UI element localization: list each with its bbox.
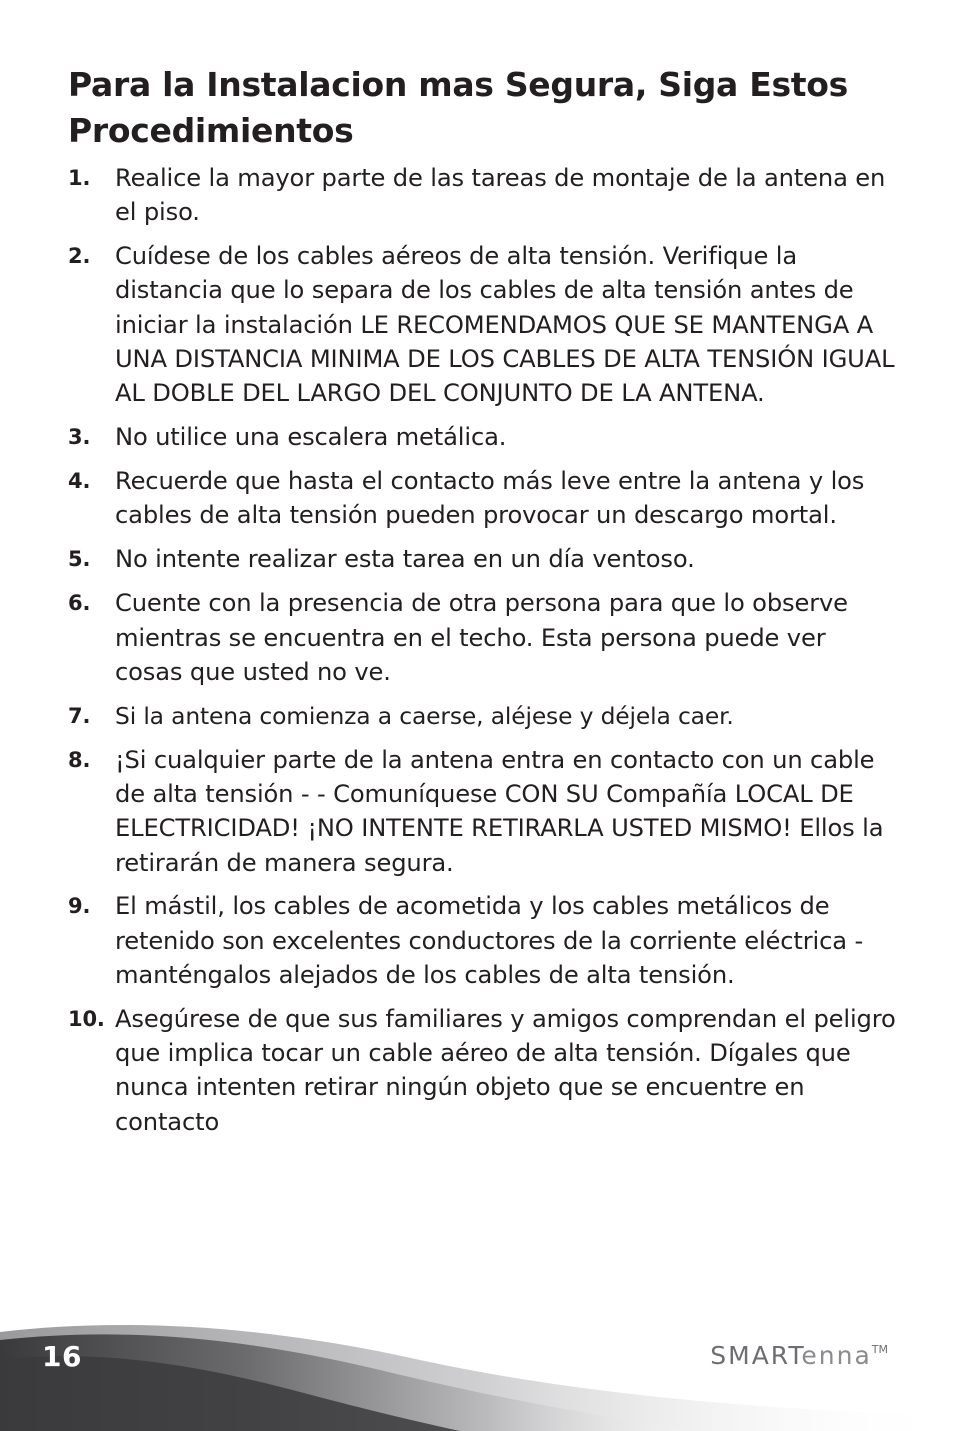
item-text: Si la antena comienza a caerse, aléjese y déjela caer. — [115, 701, 734, 730]
item-text: Cuente con la presencia de otra persona para que lo observe mientras se encuentra en el techo. Esta persona puede ver cosas que usted no ve. — [115, 589, 848, 686]
item-number: 10. — [68, 1006, 105, 1031]
item-number: 5. — [68, 547, 91, 572]
trademark-mark: TM — [871, 1343, 888, 1356]
list-item — [68, 239, 898, 410]
item-number: 2. — [68, 244, 91, 269]
item-number: 7. — [68, 703, 91, 728]
item-text: Recuerde que hasta el contacto más leve entre la antena y los cables de alta tensión pueden provocar un descargo mortal. — [115, 467, 865, 530]
list-item — [68, 743, 898, 880]
footer-swoosh-graphic — [0, 1320, 954, 1431]
list-item — [68, 1002, 898, 1139]
item-text: No intente realizar esta tarea en un día ventoso. — [115, 545, 695, 574]
list-item — [68, 586, 898, 689]
item-text: ¡Si cualquier parte de la antena entra en contacto con un cable de alta tensión - - Comuníquese CON SU Compañía LOCAL DE ELECTRICIDAD! ¡NO INTENTE RETIRARLA USTED MISMO! Ellos la retirarán de manera segura. — [115, 745, 884, 877]
list-item — [68, 420, 898, 454]
item-text: El mástil, los cables de acometida y los cables metálicos de retenido son excelentes conductores de la corriente eléctrica - manténgalos alejados de los cables de alta tensión. — [115, 892, 864, 989]
item-number: 9. — [68, 894, 91, 919]
item-number: 6. — [68, 591, 91, 616]
item-number: 1. — [68, 166, 91, 190]
list-item — [68, 889, 898, 992]
item-number: 8. — [68, 747, 91, 772]
page-title: Para la Instalacion mas Segura, Siga Estos Procedimientos — [68, 65, 848, 150]
item-number: 4. — [68, 469, 91, 494]
item-text: No utilice una escalera metálica. — [115, 423, 507, 452]
brand-name-bold: SMART — [710, 1341, 802, 1370]
page-number: 16 — [42, 1340, 82, 1373]
list-item — [68, 699, 898, 733]
brand-name-light: enna — [801, 1341, 872, 1370]
item-text: Cuídese de los cables aéreos de alta tensión. Verifique la distancia que lo separa de los cables de alta tensión antes de iniciar la instalación LE RECOMENDAMOS QUE SE MANTENGA A UNA DISTANCIA MINIMA DE LOS CABLES DE ALTA TENSIÓN IGUAL AL DOBLE DEL LARGO DEL CONJUNTO DE LA ANTENA. — [115, 242, 895, 408]
list-item — [68, 161, 898, 230]
safety-procedures-list — [68, 161, 898, 1149]
item-number: 3. — [68, 425, 91, 450]
brand-logo — [710, 1341, 888, 1370]
list-item — [68, 542, 898, 576]
list-item — [68, 464, 898, 533]
item-text: Realice la mayor parte de las tareas de montaje de la antena en el piso. — [115, 164, 886, 227]
item-text: Asegúrese de que sus familiares y amigos comprendan el peligro que implica tocar un cable aéreo de alta tensión. Dígales que nunca intenten retirar ningún objeto que se encuentre en contacto — [115, 1004, 896, 1136]
